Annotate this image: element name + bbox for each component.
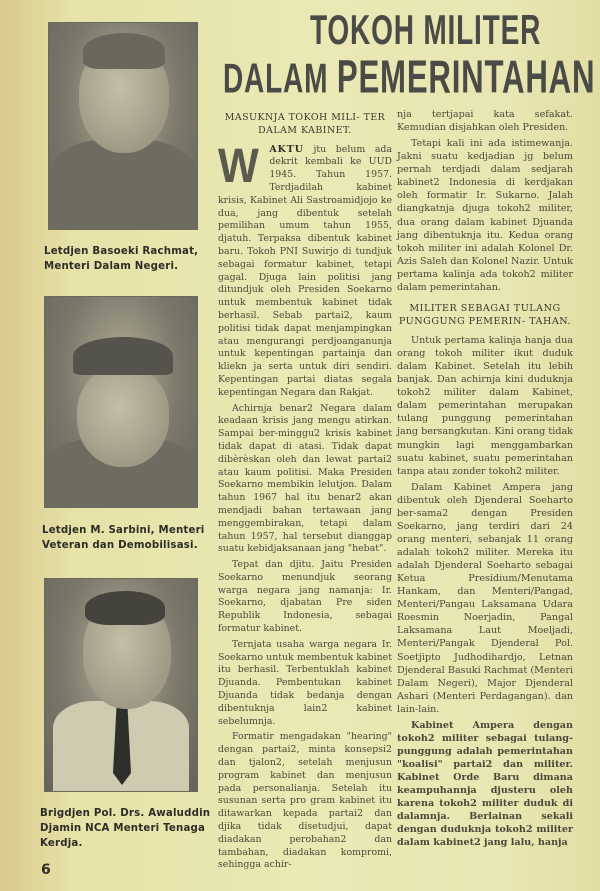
article-paragraph: Tepat dan djitu. Jaitu Presiden Soekarno menundjuk seorang warga negara jang namanja: Ir. Soekarno, djabatan Pre siden Republik Indonesia, sebagai formatur kabinet.	[218, 559, 392, 635]
headline-word-dalam: DALAM	[223, 54, 329, 102]
photo-caption	[40, 806, 216, 851]
article-paragraph: Formatir mengadakan "hearing" dengan partai2, minta konsepsi2 dan tjalon2, setelah menjusun program kabinet dan menjusun pada personalianja. Setelah itu susunan serta pro gram kabinet itu ditawarkan kepada partai2 dan djika tidak disetudjui, dapat diadakan perobahan2 dan tambahan, diadakan kompromi, sehingga achir-	[218, 731, 392, 871]
paragraph-text: jtu belum ada dekrit kembali ke UUD 1945. Tahun 1957. Terdjadilah kabinet krisis, Kabinet Ali Sastroamidjojo ke dua, jang dibentuk setelah pemilihan umum tahun 1955, djatuh. Terpaksa dibentuk kabinet baru. Tokoh PNI Suwirjo di tundjuk sebagai formatur kabinet, tetapi gagal. Djuga lain politisi jang ditundjuk oleh Presiden Soekarno untuk membentuk kabinet tidak berhasil. Sebab partai2, kaum politisi tidak dapat menjampingkan atau mengurangi perdjoanganunja untuk kepentingan partainja dan kliekn ja serta untuk diri sendiri. Kepentingan partai diatas segala kepentingan Negara dan Rakjat.	[218, 143, 393, 398]
headline-word-pemerintahan: PEMERINTAHAN	[336, 52, 596, 103]
headline-line-1: TOKOH MILITER	[310, 6, 542, 54]
drop-cap: W	[218, 139, 259, 193]
photo-caption	[42, 523, 222, 553]
section-heading: MASUKNJA TOKOH MILI- TER DALAM KABINET.	[224, 112, 386, 136]
caption-line: Brigdjen Pol. Drs. Awaluddin	[40, 808, 211, 819]
article-paragraph: Ternjata usaha warga negara Ir. Soekarno untuk membentuk kabinet itu berhasil. Terbentuklah kabinet Djuanda. Pembentukan kabinet Djuanda tidak bedanja dengan dibentuknja lain2 kabinet sebelumnja.	[218, 638, 392, 727]
caption-line: Veteran dan Demobilisasi.	[42, 540, 198, 551]
caption-line: Letdjen M. Sarbini, Menteri	[42, 525, 205, 536]
article-paragraph: nja tertjapai kata sefakat. Kemudian disjahkan oleh Presiden.	[397, 109, 573, 134]
article-paragraph: Untuk pertama kalinja hanja dua orang tokoh militer ikut duduk dalam Kabinet. Setelah itu lebih banjak. Dan achirnja kini duduknja tokoh2 militer dalam Kabinet, dalam pemerintahan merupakan tulang punggung pemerintahan jang bersangkutan. Kini orang tidak mungkin lagi menggambarkan suatu kabinet, suatu pemerintahan tanpa atau zonder tokoh2 militer.	[397, 335, 573, 477]
photo-awaluddin-djamin	[44, 578, 198, 792]
article-column-2	[397, 108, 573, 849]
article-paragraph: Dalam Kabinet Ampera jang dibentuk oleh Djenderal Soeharto ber-sama2 dengan Presiden Soekarno, jang terdiri dari 24 orang menteri, sebanjak 11 orang adalah tokoh2 militer. Mereka itu adalah Djenderal Soeharto sebagai Ketua Presidium/Menutama Hankam, dan Menteri/Pangad, Menteri/Pangau Laksamana Udara Roesmin Noerjadin, Pangal Laksamana Laut Moeljadi, Menteri/Pangak Djenderal Pol. Soetjipto Judhodihardjo, Letnan Djenderal Basuki Rachmat (Menteri Dalam Negeri), Major Djenderal Ashari (Menteri Perdagangan). dan lain-lain.	[397, 481, 573, 715]
lead-word: AKTU	[269, 143, 304, 155]
article-column-1	[218, 112, 392, 872]
caption-line: Letdjen Basoeki Rachmat,	[44, 246, 199, 257]
photo-basoeki-rachmat	[48, 22, 198, 230]
article-paragraph: Achirnja benar2 Negara dalam keadaan krisis jang mengu atirkan. Sampai ber-minggu2 krisis kabinet tidak dapat di atasi. Tidak dapat dibèrèskan oleh dan lewat partai2 atau kaum politisi. Maka Presiden Soekarno membikin lelutjon. Dalam tahun 1967 hal itu benar2 akan mendjadi bahan tertawaan jang menggembirakan, tetapi dalam tahun 1957, hal tersebut dianggap suatu kebidjaksanaan jang "hebat".	[218, 402, 392, 555]
article-paragraph: Tetapi kali ini ada istimewanja. Jakni suatu kedjadian jg belum pernah terdjadi dalam sedjarah kabinet2 Indonesia di kerdjakan oleh formatir Ir. Sukarno. Jalah diangkatnja djuga tokoh2 militer, dua orang dalam kabinet Djuanda jang dibentuknja itu. Kedua orang tokoh militer ini adalah Kolonel Dr. Azis Saleh dan Kolonel Nazir. Untuk pertama kalinja ada tokoh2 militer dalam pemerintahan.	[397, 138, 573, 293]
caption-line: Menteri Dalam Negeri.	[44, 261, 179, 272]
caption-line: Djamin NCA Menteri Tenaga	[40, 823, 206, 834]
caption-line: Kerdja.	[40, 838, 83, 849]
headline-line-2	[223, 52, 595, 104]
photo-m-sarbini	[44, 296, 198, 508]
article-paragraph: Kabinet Ampera dengan tokoh2 militer sebagai tulang-punggung adalah pemerintahan "koalisi" partai2 dan militer. Kabinet Orde Baru dimana keampuhannja djusteru oleh karena tokoh2 militer duduk di dalamnja. Berlainan sekali dengan duduknja tokoh2 militer dalam kabinet2 jang lalu, hanja	[397, 719, 573, 849]
article-paragraph	[218, 139, 393, 400]
photo-caption	[44, 244, 214, 274]
section-heading: MILITER SEBAGAI TULANG PUNGGUNG PEMERIN- TAHAN.	[398, 302, 572, 327]
page-number: 6	[41, 862, 51, 878]
